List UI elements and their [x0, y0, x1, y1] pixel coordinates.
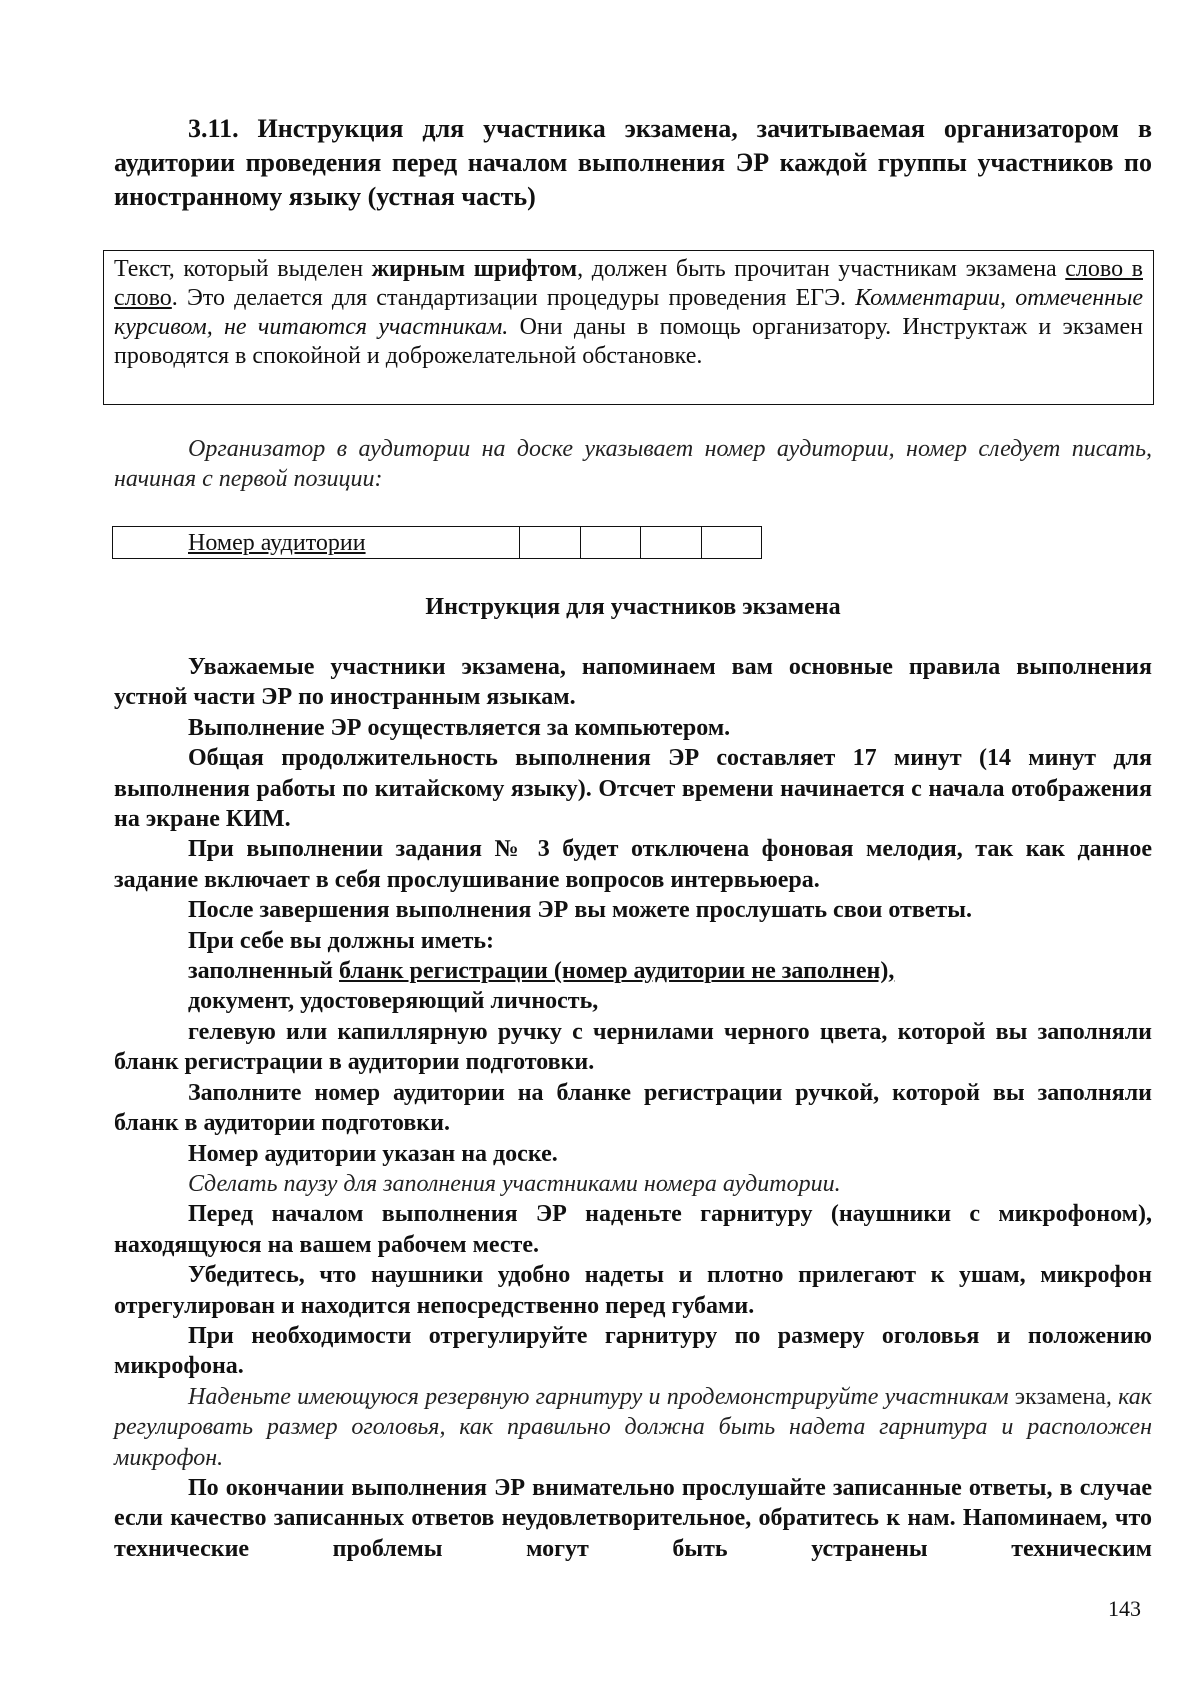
organizer-instruction: Организатор в аудитории на доске указывает номер аудитории, номер следует писать, начиная с первой позиции:: [114, 436, 1152, 492]
reading-rules-notice: [103, 250, 1154, 405]
paragraph: Общая продолжительность выполнения ЭР составляет 17 минут (14 минут для выполнения работы по китайскому языку). Отсчет времени начинается с начала отображения на экране КИМ.: [114, 745, 1152, 833]
instruction-body: [114, 652, 1152, 1564]
notice-text-3: , должен быть прочитан участникам экзамена: [577, 256, 1066, 282]
room-digit-cell: [580, 527, 641, 559]
room-digit-cell: [641, 527, 702, 559]
room-digit-cell: [520, 527, 581, 559]
paragraph: Убедитесь, что наушники удобно надеты и плотно прилегают к ушам, микрофон отрегулирован и находится непосредственно перед губами.: [114, 1262, 1152, 1319]
organizer-comment: Сделать паузу для заполнения участниками номера аудитории.: [188, 1170, 841, 1197]
paragraph: После завершения выполнения ЭР вы можете прослушать свои ответы.: [188, 897, 972, 924]
list-item-text: заполненный: [188, 958, 340, 985]
paragraph: Номер аудитории указан на доске.: [188, 1140, 558, 1167]
paragraph: По окончании выполнения ЭР внимательно прослушайте записанные ответы, в случае если качество записанных ответов неудовлетворительное, обратитесь к нам. Напоминаем, что технические проблемы могут быть устранены техническим: [114, 1474, 1152, 1562]
room-number-label: Номер аудитории: [188, 529, 366, 556]
paragraph: При себе вы должны иметь:: [188, 927, 495, 954]
notice-text-7: Они даны в помощь организатору. Инструктаж и экзамен проводятся в спокойной и доброжелательной обстановке.: [114, 314, 1143, 369]
notice-text-1: Текст, который выделен: [114, 256, 372, 282]
paragraph: Выполнение ЭР осуществляется за компьютером.: [188, 714, 731, 741]
page-number: 143: [1108, 1596, 1141, 1621]
paragraph: Заполните номер аудитории на бланке регистрации ручкой, которой вы заполняли бланк в аудитории подготовки.: [114, 1079, 1152, 1137]
list-item: гелевую или капиллярную ручку с чернилами черного цвета, которой вы заполняли бланк регистрации в аудитории подготовки.: [114, 1018, 1152, 1076]
paragraph: Перед началом выполнения ЭР наденьте гарнитуру (наушники с микрофоном), находящуюся на вашем рабочем месте.: [114, 1201, 1152, 1258]
room-number-label-cell: [113, 527, 520, 559]
notice-bold-phrase: жирным шрифтом: [371, 256, 578, 282]
paragraph: Уважаемые участники экзамена, напоминаем вам основные правила выполнения устной части ЭР по иностранным языкам.: [114, 654, 1152, 711]
comment-text: , как регулировать размер оголовья, как правильно должна быть надета гарнитура и расположен микрофон.: [114, 1383, 1152, 1471]
comment-text: Наденьте имеющуюся резервную гарнитуру и продемонстрируйте участникам: [188, 1383, 1015, 1410]
registration-form-phrase: бланк регистрации (номер аудитории не заполнен),: [339, 958, 895, 985]
section-heading: 3.11. Инструкция для участника экзамена, зачитываемая организатором в аудитории проведения перед началом выполнения ЭР каждой группы участников по иностранному языку (устная часть): [114, 114, 1152, 211]
room-number-table: [112, 526, 762, 559]
list-item: документ, удостоверяющий личность,: [188, 988, 599, 1015]
comment-text-upright: экзамена: [1014, 1383, 1106, 1410]
notice-underlined-phrase: слово в слово: [114, 256, 1143, 311]
notice-italic-phrase: Комментарии, отмеченные курсивом, не читаются участникам.: [114, 285, 1143, 340]
participant-instruction-title: Инструкция для участников экзамена: [425, 594, 841, 620]
notice-text-5: . Это делается для стандартизации процедуры проведения ЕГЭ.: [171, 285, 856, 311]
list-item: [114, 956, 1152, 986]
paragraph: При выполнении задания № 3 будет отключена фоновая мелодия, так как данное задание включает в себя прослушивание вопросов интервьюера.: [114, 836, 1152, 893]
organizer-comment: [114, 1382, 1152, 1473]
room-digit-cell: [701, 527, 762, 559]
paragraph: При необходимости отрегулируйте гарнитуру по размеру оголовья и положению микрофона.: [114, 1322, 1152, 1380]
